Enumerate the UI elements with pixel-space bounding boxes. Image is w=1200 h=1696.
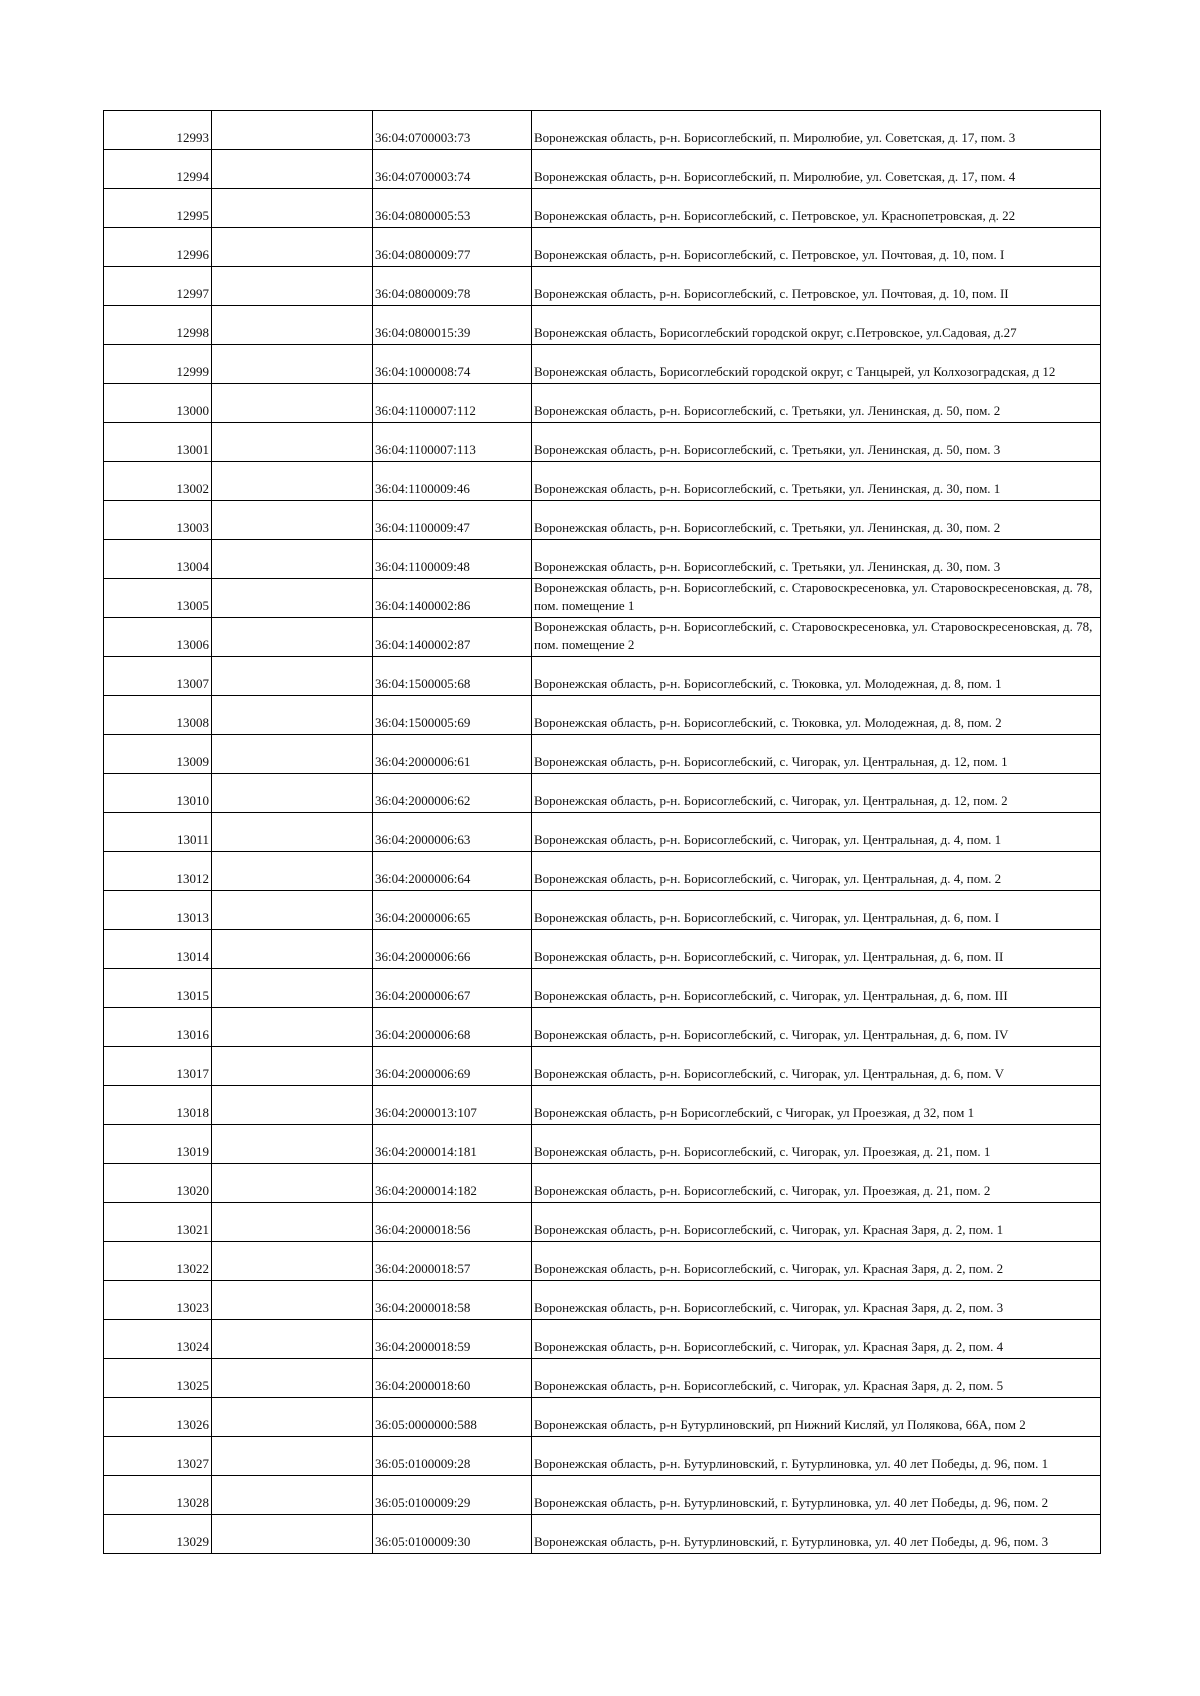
address: Воронежская область, р-н. Борисоглебский, с. Чигорак, ул. Центральная, д. 6, пом. IV — [532, 1008, 1101, 1047]
empty-cell — [212, 1203, 373, 1242]
address: Воронежская область, р-н. Борисоглебский, с. Третьяки, ул. Ленинская, д. 30, пом. 1 — [532, 462, 1101, 501]
empty-cell — [212, 1320, 373, 1359]
address: Воронежская область, р-н. Борисоглебский, с. Чигорак, ул. Проезжая, д. 21, пом. 2 — [532, 1164, 1101, 1203]
address: Воронежская область, р-н. Борисоглебский, с. Третьяки, ул. Ленинская, д. 30, пом. 2 — [532, 501, 1101, 540]
cadastral-number: 36:04:0700003:73 — [373, 111, 532, 150]
address: Воронежская область, р-н. Борисоглебский, с. Чигорак, ул. Центральная, д. 6, пом. I — [532, 891, 1101, 930]
empty-cell — [212, 774, 373, 813]
table-row — [104, 930, 1101, 969]
address: Воронежская область, р-н. Борисоглебский, п. Миролюбие, ул. Советская, д. 17, пом. 4 — [532, 150, 1101, 189]
empty-cell — [212, 462, 373, 501]
empty-cell — [212, 1242, 373, 1281]
row-number: 12996 — [104, 228, 212, 267]
cadastral-number: 36:04:2000006:61 — [373, 735, 532, 774]
row-number: 13007 — [104, 657, 212, 696]
cadastral-number: 36:04:1000008:74 — [373, 345, 532, 384]
address: Воронежская область, Борисоглебский городской округ, с Танцырей, ул Колхозоградская, д 12 — [532, 345, 1101, 384]
row-number: 13000 — [104, 384, 212, 423]
table-row — [104, 1359, 1101, 1398]
address: Воронежская область, р-н. Борисоглебский, с. Чигорак, ул. Красная Заря, д. 2, пом. 3 — [532, 1281, 1101, 1320]
cadastral-number: 36:04:1100009:47 — [373, 501, 532, 540]
table-row — [104, 501, 1101, 540]
table-row — [104, 1086, 1101, 1125]
cadastral-number: 36:04:2000013:107 — [373, 1086, 532, 1125]
cadastral-number: 36:04:0700003:74 — [373, 150, 532, 189]
address: Воронежская область, р-н. Борисоглебский, с. Чигорак, ул. Центральная, д. 6, пом. V — [532, 1047, 1101, 1086]
cadastral-number: 36:04:2000006:64 — [373, 852, 532, 891]
empty-cell — [212, 1008, 373, 1047]
empty-cell — [212, 501, 373, 540]
table-row — [104, 735, 1101, 774]
address: Воронежская область, р-н. Борисоглебский, с. Чигорак, ул. Красная Заря, д. 2, пом. 1 — [532, 1203, 1101, 1242]
cadastral-number: 36:04:2000018:57 — [373, 1242, 532, 1281]
cadastral-number: 36:05:0100009:29 — [373, 1476, 532, 1515]
registry-table-body — [104, 111, 1101, 1554]
row-number: 13021 — [104, 1203, 212, 1242]
empty-cell — [212, 969, 373, 1008]
address: Воронежская область, р-н. Борисоглебский, с. Чигорак, ул. Центральная, д. 12, пом. 1 — [532, 735, 1101, 774]
row-number: 13029 — [104, 1515, 212, 1554]
table-row — [104, 1164, 1101, 1203]
empty-cell — [212, 540, 373, 579]
address: Воронежская область, р-н. Борисоглебский, с. Тюковка, ул. Молодежная, д. 8, пом. 2 — [532, 696, 1101, 735]
table-row — [104, 267, 1101, 306]
empty-cell — [212, 228, 373, 267]
table-row — [104, 1476, 1101, 1515]
row-number: 13016 — [104, 1008, 212, 1047]
empty-cell — [212, 1359, 373, 1398]
cadastral-number: 36:04:2000014:181 — [373, 1125, 532, 1164]
cadastral-number: 36:05:0000000:588 — [373, 1398, 532, 1437]
empty-cell — [212, 735, 373, 774]
cadastral-number: 36:04:2000006:63 — [373, 813, 532, 852]
empty-cell — [212, 813, 373, 852]
row-number: 13001 — [104, 423, 212, 462]
empty-cell — [212, 696, 373, 735]
row-number: 12995 — [104, 189, 212, 228]
cadastral-number: 36:04:0800005:53 — [373, 189, 532, 228]
table-row — [104, 462, 1101, 501]
address: Воронежская область, р-н. Борисоглебский, с. Третьяки, ул. Ленинская, д. 30, пом. 3 — [532, 540, 1101, 579]
table-row — [104, 384, 1101, 423]
address: Воронежская область, р-н. Борисоглебский, с. Чигорак, ул. Красная Заря, д. 2, пом. 5 — [532, 1359, 1101, 1398]
row-number: 13015 — [104, 969, 212, 1008]
address: Воронежская область, р-н. Борисоглебский, с. Третьяки, ул. Ленинская, д. 50, пом. 3 — [532, 423, 1101, 462]
cadastral-number: 36:04:2000006:62 — [373, 774, 532, 813]
cadastral-number: 36:04:1100009:46 — [373, 462, 532, 501]
address: Воронежская область, р-н. Борисоглебский, с. Чигорак, ул. Проезжая, д. 21, пом. 1 — [532, 1125, 1101, 1164]
empty-cell — [212, 1125, 373, 1164]
address: Воронежская область, р-н. Борисоглебский, с. Старовоскресеновка, ул. Старовоскресеновская, д. 78, пом. помещение 1 — [532, 579, 1101, 618]
table-row — [104, 579, 1101, 618]
row-number: 13012 — [104, 852, 212, 891]
cadastral-number: 36:04:1100009:48 — [373, 540, 532, 579]
address: Воронежская область, р-н. Борисоглебский, с. Чигорак, ул. Центральная, д. 4, пом. 1 — [532, 813, 1101, 852]
address: Воронежская область, р-н. Бутурлиновский, г. Бутурлиновка, ул. 40 лет Победы, д. 96, пом. 1 — [532, 1437, 1101, 1476]
address: Воронежская область, р-н. Борисоглебский, с. Третьяки, ул. Ленинская, д. 50, пом. 2 — [532, 384, 1101, 423]
table-row — [104, 1398, 1101, 1437]
row-number: 13003 — [104, 501, 212, 540]
empty-cell — [212, 1437, 373, 1476]
cadastral-number: 36:04:1400002:86 — [373, 579, 532, 618]
row-number: 12997 — [104, 267, 212, 306]
row-number: 13005 — [104, 579, 212, 618]
empty-cell — [212, 1476, 373, 1515]
cadastral-number: 36:04:2000006:67 — [373, 969, 532, 1008]
empty-cell — [212, 384, 373, 423]
row-number: 13024 — [104, 1320, 212, 1359]
empty-cell — [212, 267, 373, 306]
cadastral-number: 36:04:2000006:69 — [373, 1047, 532, 1086]
address: Воронежская область, р-н. Борисоглебский, с. Чигорак, ул. Центральная, д. 12, пом. 2 — [532, 774, 1101, 813]
empty-cell — [212, 345, 373, 384]
address: Воронежская область, р-н. Борисоглебский, с. Петровское, ул. Почтовая, д. 10, пом. II — [532, 267, 1101, 306]
table-row — [104, 1242, 1101, 1281]
empty-cell — [212, 1047, 373, 1086]
row-number: 13026 — [104, 1398, 212, 1437]
address: Воронежская область, р-н. Борисоглебский, с. Чигорак, ул. Красная Заря, д. 2, пом. 2 — [532, 1242, 1101, 1281]
table-row — [104, 1515, 1101, 1554]
table-row — [104, 345, 1101, 384]
empty-cell — [212, 150, 373, 189]
row-number: 13022 — [104, 1242, 212, 1281]
cadastral-number: 36:04:2000018:60 — [373, 1359, 532, 1398]
table-row — [104, 1281, 1101, 1320]
empty-cell — [212, 423, 373, 462]
row-number: 13006 — [104, 618, 212, 657]
row-number: 13019 — [104, 1125, 212, 1164]
address: Воронежская область, р-н. Бутурлиновский, г. Бутурлиновка, ул. 40 лет Победы, д. 96, пом. 2 — [532, 1476, 1101, 1515]
table-row — [104, 696, 1101, 735]
empty-cell — [212, 891, 373, 930]
cadastral-number: 36:04:1100007:112 — [373, 384, 532, 423]
address: Воронежская область, р-н. Борисоглебский, с. Чигорак, ул. Центральная, д. 4, пом. 2 — [532, 852, 1101, 891]
cadastral-number: 36:04:0800009:77 — [373, 228, 532, 267]
empty-cell — [212, 1164, 373, 1203]
table-row — [104, 1203, 1101, 1242]
row-number: 12994 — [104, 150, 212, 189]
table-row — [104, 1320, 1101, 1359]
table-row — [104, 423, 1101, 462]
row-number: 13008 — [104, 696, 212, 735]
address: Воронежская область, р-н. Борисоглебский, с. Чигорак, ул. Красная Заря, д. 2, пом. 4 — [532, 1320, 1101, 1359]
row-number: 13017 — [104, 1047, 212, 1086]
cadastral-number: 36:04:1500005:68 — [373, 657, 532, 696]
empty-cell — [212, 189, 373, 228]
cadastral-number: 36:04:2000018:56 — [373, 1203, 532, 1242]
empty-cell — [212, 579, 373, 618]
row-number: 13002 — [104, 462, 212, 501]
cadastral-number: 36:04:2000006:66 — [373, 930, 532, 969]
cadastral-number: 36:04:2000018:58 — [373, 1281, 532, 1320]
cadastral-number: 36:04:0800009:78 — [373, 267, 532, 306]
table-row — [104, 1008, 1101, 1047]
cadastral-number: 36:04:1400002:87 — [373, 618, 532, 657]
empty-cell — [212, 1281, 373, 1320]
cadastral-number: 36:04:1500005:69 — [373, 696, 532, 735]
table-row — [104, 150, 1101, 189]
empty-cell — [212, 930, 373, 969]
empty-cell — [212, 852, 373, 891]
empty-cell — [212, 1515, 373, 1554]
table-row — [104, 891, 1101, 930]
empty-cell — [212, 111, 373, 150]
empty-cell — [212, 1398, 373, 1437]
row-number: 13027 — [104, 1437, 212, 1476]
empty-cell — [212, 618, 373, 657]
address: Воронежская область, р-н. Борисоглебский, с. Чигорак, ул. Центральная, д. 6, пом. III — [532, 969, 1101, 1008]
row-number: 13004 — [104, 540, 212, 579]
row-number: 13011 — [104, 813, 212, 852]
address: Воронежская область, р-н Бутурлиновский, рп Нижний Кисляй, ул Полякова, 66А, пом 2 — [532, 1398, 1101, 1437]
table-row — [104, 111, 1101, 150]
address: Воронежская область, р-н. Бутурлиновский, г. Бутурлиновка, ул. 40 лет Победы, д. 96, пом. 3 — [532, 1515, 1101, 1554]
address: Воронежская область, р-н. Борисоглебский, с. Тюковка, ул. Молодежная, д. 8, пом. 1 — [532, 657, 1101, 696]
address: Воронежская область, Борисоглебский городской округ, с.Петровское, ул.Садовая, д.27 — [532, 306, 1101, 345]
table-row — [104, 540, 1101, 579]
table-row — [104, 618, 1101, 657]
table-row — [104, 852, 1101, 891]
empty-cell — [212, 306, 373, 345]
cadastral-number: 36:04:1100007:113 — [373, 423, 532, 462]
row-number: 13018 — [104, 1086, 212, 1125]
row-number: 13020 — [104, 1164, 212, 1203]
address: Воронежская область, р-н. Борисоглебский, п. Миролюбие, ул. Советская, д. 17, пом. 3 — [532, 111, 1101, 150]
table-row — [104, 1437, 1101, 1476]
address: Воронежская область, р-н. Борисоглебский, с. Петровское, ул. Почтовая, д. 10, пом. I — [532, 228, 1101, 267]
row-number: 12998 — [104, 306, 212, 345]
row-number: 12999 — [104, 345, 212, 384]
empty-cell — [212, 1086, 373, 1125]
cadastral-number: 36:05:0100009:28 — [373, 1437, 532, 1476]
table-row — [104, 774, 1101, 813]
cadastral-number: 36:04:2000014:182 — [373, 1164, 532, 1203]
cadastral-number: 36:04:2000006:65 — [373, 891, 532, 930]
cadastral-number: 36:04:2000018:59 — [373, 1320, 532, 1359]
table-row — [104, 969, 1101, 1008]
address: Воронежская область, р-н Борисоглебский, с Чигорак, ул Проезжая, д 32, пом 1 — [532, 1086, 1101, 1125]
row-number: 13014 — [104, 930, 212, 969]
row-number: 12993 — [104, 111, 212, 150]
table-row — [104, 813, 1101, 852]
row-number: 13010 — [104, 774, 212, 813]
row-number: 13025 — [104, 1359, 212, 1398]
table-row — [104, 189, 1101, 228]
table-row — [104, 1125, 1101, 1164]
table-row — [104, 657, 1101, 696]
address: Воронежская область, р-н. Борисоглебский, с. Старовоскресеновка, ул. Старовоскресеновская, д. 78, пом. помещение 2 — [532, 618, 1101, 657]
address: Воронежская область, р-н. Борисоглебский, с. Петровское, ул. Краснопетровская, д. 22 — [532, 189, 1101, 228]
address: Воронежская область, р-н. Борисоглебский, с. Чигорак, ул. Центральная, д. 6, пом. II — [532, 930, 1101, 969]
table-row — [104, 228, 1101, 267]
registry-table — [103, 110, 1101, 1554]
cadastral-number: 36:04:2000006:68 — [373, 1008, 532, 1047]
table-row — [104, 306, 1101, 345]
cadastral-number: 36:05:0100009:30 — [373, 1515, 532, 1554]
table-row — [104, 1047, 1101, 1086]
row-number: 13013 — [104, 891, 212, 930]
row-number: 13028 — [104, 1476, 212, 1515]
row-number: 13009 — [104, 735, 212, 774]
cadastral-number: 36:04:0800015:39 — [373, 306, 532, 345]
empty-cell — [212, 657, 373, 696]
row-number: 13023 — [104, 1281, 212, 1320]
